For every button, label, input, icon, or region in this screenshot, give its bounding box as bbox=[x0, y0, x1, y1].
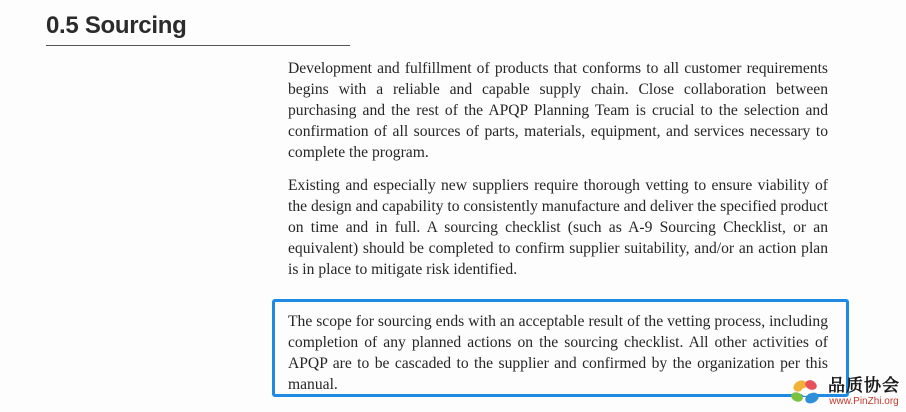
section-heading: 0.5 Sourcing bbox=[46, 12, 187, 39]
heading-underline bbox=[46, 45, 350, 46]
watermark-url: www.PinZhi.org bbox=[829, 396, 899, 407]
paragraph-development: Development and fulfillment of products that conforms to all customer requirements begins with a reliable and capable supply chain. Close collaboration between purchasing and the rest of the APQP Planning Team is crucial to the selection and confirmation of all sources of parts, materials, equipment, and services necessary to complete the program. bbox=[288, 60, 828, 161]
watermark-name: 品质协会 bbox=[828, 376, 900, 396]
paragraph-sourcing-scope: The scope for sourcing ends with an acceptable result of the vetting process, including completion of any planned actions on the sourcing checklist. All other activities of APQP are to be cascaded to the supplier and confirmed by the organization per this manual. bbox=[288, 313, 828, 393]
flower-logo-icon bbox=[788, 376, 824, 408]
paragraph-supplier-vetting: Existing and especially new suppliers require thorough vetting to ensure viability of the design and capability to consistently manufacture and deliver the specified product on time and in full. A sourcing checklist (such as A-9 Sourcing Checklist, or an equivalent) should be completed to confirm supplier suitability, and/or an action plan is in place to mitigate risk identified. bbox=[288, 177, 828, 278]
watermark bbox=[788, 376, 900, 408]
watermark-text bbox=[828, 377, 900, 407]
